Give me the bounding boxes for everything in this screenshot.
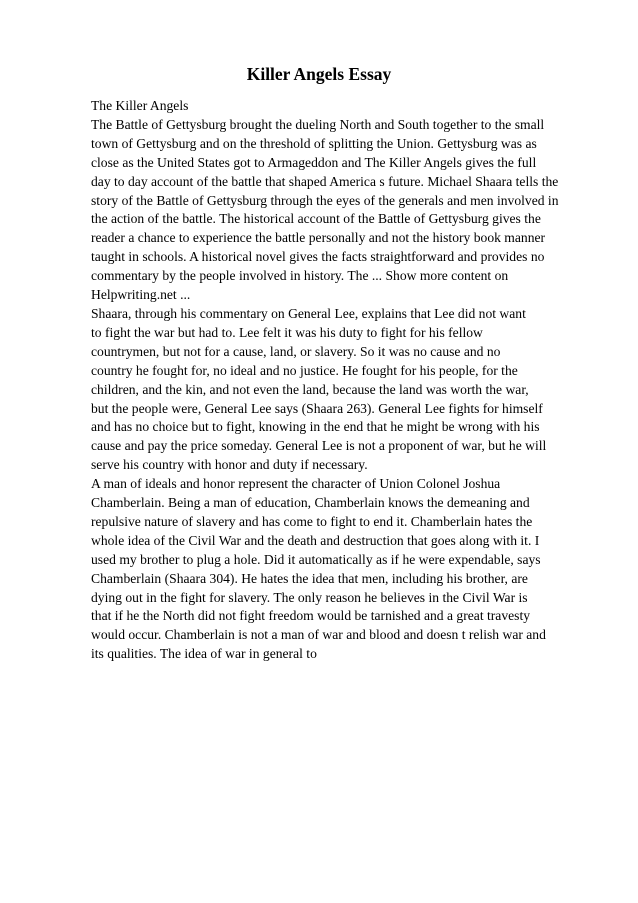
text-line: A man of ideals and honor represent the character of Union Colonel Joshua <box>91 476 501 492</box>
text-line: but the people were, General Lee says (Shaara 263). General Lee fights for himself <box>91 400 543 416</box>
text-line: the action of the battle. The historical account of the Battle of Gettysburg gives the <box>91 211 541 227</box>
text-line: serve his country with honor and duty if necessary. <box>91 457 368 473</box>
text-line: Shaara, through his commentary on General Lee, explains that Lee did not want <box>91 305 526 321</box>
text-line: that if he the North did not fight freedom would be tarnished and a great travesty <box>91 608 531 624</box>
text-line: used my brother to plug a hole. Did it automatically as if he were expendable, says <box>91 551 541 567</box>
text-line: Helpwriting.net ... <box>91 287 191 303</box>
text-line: repulsive nature of slavery and has come to fight to end it. Chamberlain hates the <box>91 513 533 529</box>
text-line: Chamberlain (Shaara 304). He hates the idea that men, including his brother, are <box>91 570 528 586</box>
text-line: would occur. Chamberlain is not a man of war and blood and doesn t relish war and <box>91 627 546 643</box>
text-line: cause and pay the price someday. General Lee is not a proponent of war, but he will <box>91 438 547 454</box>
text-line: story of the Battle of Gettysburg through the eyes of the generals and men involved in <box>91 192 559 208</box>
text-line: Chamberlain. Being a man of education, Chamberlain knows the demeaning and <box>91 495 530 511</box>
text-line: The Battle of Gettysburg brought the dueling North and South together to the small <box>91 116 545 132</box>
document-title: Killer Angels Essay <box>246 64 392 84</box>
text-line: The Killer Angels <box>91 98 189 113</box>
text-line: dying out in the fight for slavery. The only reason he believes in the Civil War is <box>91 589 528 605</box>
text-line: whole idea of the Civil War and the death and destruction that goes along with it. I <box>91 532 540 548</box>
text-line: day to day account of the battle that shaped America s future. Michael Shaara tells the <box>91 173 559 189</box>
text-line: taught in schools. A historical novel gives the facts straightforward and provides no <box>91 249 545 265</box>
text-line: its qualities. The idea of war in general to <box>91 646 317 662</box>
text-line: and has no choice but to fight, knowing in the end that he might be wrong with his <box>91 419 540 435</box>
text-line: commentary by the people involved in history. The ... Show more content on <box>91 268 509 284</box>
text-line: reader a chance to experience the battle personally and not the history book manner <box>91 230 546 246</box>
text-line: country he fought for, no ideal and no justice. He fought for his people, for the <box>91 362 518 378</box>
text-line: to fight the war but had to. Lee felt it was his duty to fight for his fellow <box>91 324 483 340</box>
text-line: town of Gettysburg and on the threshold of splitting the Union. Gettysburg was as <box>91 135 537 151</box>
text-line: close as the United States got to Armageddon and The Killer Angels gives the full <box>91 154 537 170</box>
text-line: countrymen, but not for a cause, land, or slavery. So it was no cause and no <box>91 343 501 359</box>
document-body <box>91 97 591 664</box>
text-line: children, and the kin, and not even the land, because the land was worth the war, <box>91 381 529 397</box>
